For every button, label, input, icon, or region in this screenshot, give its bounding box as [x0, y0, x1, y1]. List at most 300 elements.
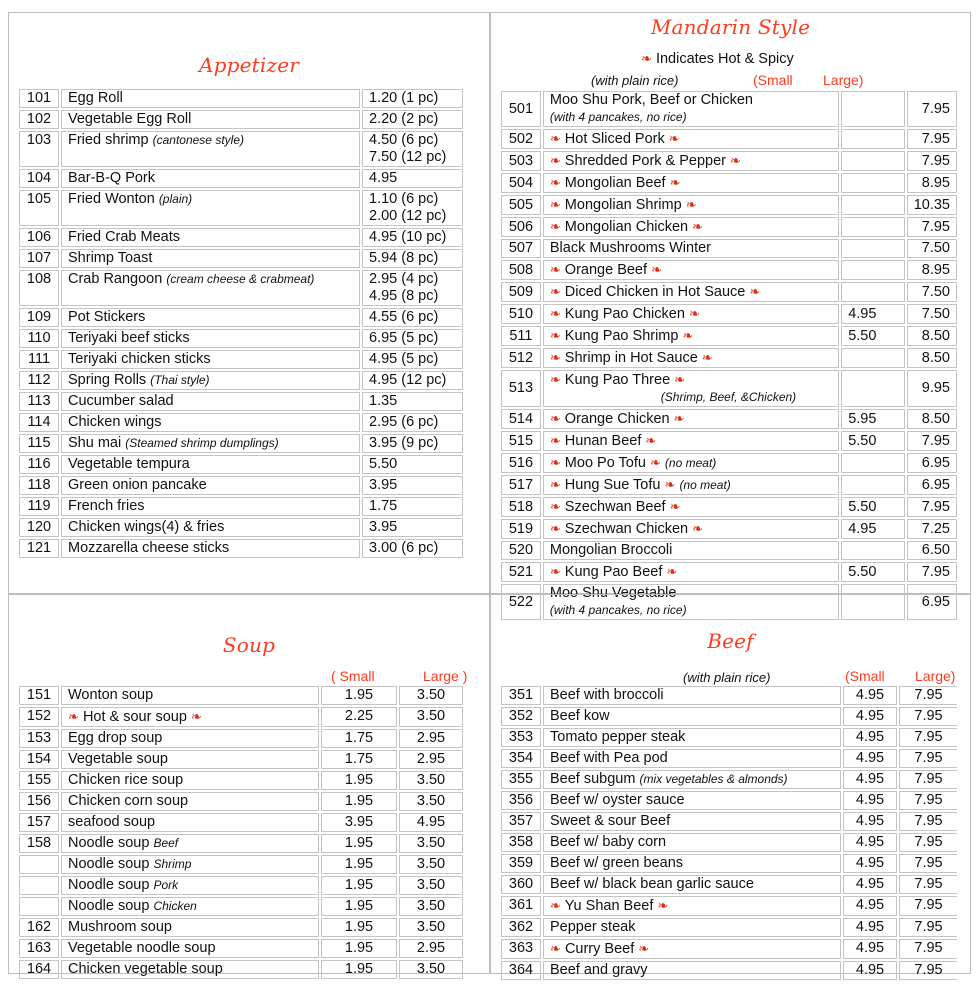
item-name-line [550, 855, 834, 872]
item-name-line [68, 961, 312, 978]
hot-pepper-icon: ❧ [549, 131, 561, 146]
item-price-cell [362, 392, 463, 411]
item-name-cell [61, 169, 360, 188]
item-name-line [550, 940, 834, 958]
small-price: 1.95 [321, 855, 397, 874]
table-row [501, 519, 957, 539]
table-row [19, 960, 463, 979]
small-price: 4.95 [843, 791, 897, 810]
large-price: 7.95 [907, 151, 957, 171]
item-name-line [550, 897, 834, 915]
item-price-cell [362, 371, 463, 390]
item-number [19, 876, 59, 895]
item-name-cell [61, 729, 319, 748]
item-name: Fried Wonton [68, 191, 155, 207]
hot-pepper-icon: ❧ [685, 197, 697, 212]
item-name: Kung Pao Chicken [564, 306, 685, 322]
small-price [841, 195, 905, 215]
item-name-line [68, 414, 353, 431]
item-number: 153 [19, 729, 59, 748]
small-price: 1.95 [321, 939, 397, 958]
item-name-cell [61, 497, 360, 516]
item-name: Szechwan Chicken [564, 521, 689, 537]
item-name-cell [543, 195, 839, 215]
item-number: 352 [501, 707, 541, 726]
small-price: 4.95 [843, 749, 897, 768]
item-name: Mongolian Shrimp [564, 197, 682, 213]
item-name: Orange Beef [564, 262, 648, 278]
small-price: 5.50 [841, 497, 905, 517]
item-name-cell [543, 749, 841, 768]
item-name: Hot Sliced Pork [564, 131, 665, 147]
item-name: Crab Rangoon [68, 271, 163, 287]
large-price: 6.95 [907, 453, 957, 473]
mandarin-table [499, 89, 959, 622]
item-name-line [550, 520, 832, 538]
table-row [501, 282, 957, 302]
soup-section [8, 594, 490, 977]
item-name-line [68, 111, 353, 128]
spicy-legend-text: Indicates Hot & Spicy [655, 51, 794, 67]
large-price: 8.95 [907, 260, 957, 280]
hot-pepper-icon: ❧ [549, 306, 561, 321]
item-number: 155 [19, 771, 59, 790]
item-number: 358 [501, 833, 541, 852]
table-row [19, 476, 463, 495]
hot-pepper-icon: ❧ [701, 350, 713, 365]
large-price: 7.95 [899, 875, 957, 894]
item-name-cell [543, 239, 839, 258]
small-price [841, 475, 905, 495]
item-name-line [550, 476, 832, 494]
item-name: Szechwan Beef [564, 499, 666, 515]
item-price: 4.95 (5 pc) [369, 351, 439, 367]
table-row [501, 770, 957, 789]
table-row [19, 707, 463, 727]
item-number: 116 [19, 455, 59, 474]
hot-pepper-icon: ❧ [549, 521, 561, 536]
hot-pepper-icon: ❧ [550, 941, 561, 956]
item-name: Chicken wings(4) & fries [68, 519, 225, 535]
item-number [19, 897, 59, 916]
small-price: 1.95 [321, 876, 397, 895]
large-price: 6.95 [907, 584, 957, 620]
item-price: 3.95 [369, 519, 398, 535]
item-name: Teriyaki beef sticks [68, 330, 190, 346]
item-name-cell [61, 960, 319, 979]
item-price-cell [362, 518, 463, 537]
item-name: Orange Chicken [564, 411, 670, 427]
item-name-line [550, 240, 832, 257]
table-row [19, 834, 463, 853]
hot-pepper-icon: ❧ [682, 328, 694, 343]
item-number: 507 [501, 239, 541, 258]
beef-table [499, 684, 959, 982]
item-name-line [550, 410, 832, 428]
item-price: 5.50 [369, 456, 398, 472]
item-name-cell [543, 91, 839, 127]
table-row [19, 855, 463, 874]
large-price: 3.50 [399, 897, 463, 916]
item-number: 162 [19, 918, 59, 937]
item-number: 516 [501, 453, 541, 473]
table-row [501, 431, 957, 451]
item-name-line [68, 477, 353, 494]
item-price: 4.50 (6 pc) [369, 132, 439, 148]
table-row [19, 897, 463, 916]
item-number: 351 [501, 686, 541, 705]
item-name-line [68, 132, 353, 149]
item-name: Beef subgum [550, 771, 636, 787]
item-name: Curry Beef [564, 941, 635, 957]
item-name-cell [543, 260, 839, 280]
large-price: 7.25 [907, 519, 957, 539]
item-price: 1.10 (6 pc) [369, 191, 439, 207]
small-price: 4.95 [843, 812, 897, 831]
hot-pepper-icon: ❧ [549, 455, 561, 470]
item-note: (with 4 pancakes, no rice) [549, 603, 687, 617]
item-number: 363 [501, 939, 541, 959]
item-name-line [550, 327, 832, 345]
item-price-cell [362, 413, 463, 432]
small-header: (Small [753, 72, 793, 88]
hot-pepper-icon: ❧ [549, 477, 561, 492]
large-price: 9.95 [907, 370, 957, 407]
hot-pepper-icon: ❧ [549, 328, 561, 343]
item-name: Moo Shu Vegetable [549, 585, 677, 601]
item-name: Noodle soup [68, 898, 150, 914]
item-price: 4.55 (6 pc) [369, 309, 439, 325]
item-number: 504 [501, 173, 541, 193]
item-note: Pork [153, 878, 179, 892]
small-price: 4.95 [843, 833, 897, 852]
item-price-cell [362, 131, 463, 167]
item-name: Bar-B-Q Pork [68, 170, 156, 186]
hot-pepper-icon: ❧ [657, 898, 669, 913]
table-row [19, 228, 463, 247]
item-name-line [550, 305, 832, 323]
item-name: Yu Shan Beef [564, 898, 654, 914]
item-name-line [68, 519, 353, 536]
item-name-cell [61, 392, 360, 411]
item-name-cell [61, 249, 360, 268]
table-row [19, 497, 463, 516]
item-name: Kung Pao Beef [564, 564, 663, 580]
item-name: Shu mai [68, 435, 122, 451]
large-price: 2.95 [399, 750, 463, 769]
item-name: Moo Po Tofu [564, 455, 646, 471]
item-name-line [68, 498, 353, 515]
small-price [841, 239, 905, 258]
small-price [841, 173, 905, 193]
small-price [841, 453, 905, 473]
item-note: (plain) [158, 192, 193, 206]
appetizer-section [8, 12, 490, 594]
item-note: (cream cheese & crabmeat) [166, 272, 315, 286]
small-price: 1.95 [321, 897, 397, 916]
small-price: 4.95 [843, 707, 897, 726]
item-name-line [550, 813, 834, 830]
item-name: Shredded Pork & Pepper [564, 153, 727, 169]
hot-pepper-icon: ❧ [688, 306, 700, 321]
table-row [501, 475, 957, 495]
large-header: Large ) [423, 668, 468, 684]
item-name: Vegetable noodle soup [68, 940, 216, 956]
table-row [19, 350, 463, 369]
item-name-line [550, 792, 834, 809]
small-price [841, 348, 905, 368]
item-number: 109 [19, 308, 59, 327]
item-note: (Steamed shrimp dumplings) [125, 436, 279, 450]
item-name-line [68, 393, 353, 410]
item-name: Egg drop soup [68, 730, 163, 746]
table-row [19, 518, 463, 537]
beef-title: Beef [707, 629, 754, 653]
item-number: 353 [501, 728, 541, 747]
small-price [841, 91, 905, 127]
item-price: 2.95 (4 pc) [369, 271, 439, 287]
hot-pepper-icon: ❧ [549, 499, 561, 514]
item-price-cell [362, 110, 463, 129]
item-name-cell [543, 562, 839, 582]
hot-pepper-icon: ❧ [692, 521, 704, 536]
table-row [19, 876, 463, 895]
item-number: 517 [501, 475, 541, 495]
item-name-line [68, 687, 312, 704]
table-row [501, 939, 957, 959]
table-row [501, 812, 957, 831]
item-name-line [68, 919, 312, 936]
item-name: Mongolian Beef [564, 175, 666, 191]
item-name: Mongolian Chicken [564, 219, 689, 235]
item-name: Beef with broccoli [550, 687, 664, 703]
table-row [501, 562, 957, 582]
small-price: 1.75 [321, 729, 397, 748]
hot-pepper-icon: ❧ [730, 153, 741, 168]
hot-pepper-icon: ❧ [549, 262, 561, 277]
item-name-cell [61, 939, 319, 958]
item-number: 102 [19, 110, 59, 129]
item-note: Shrimp [153, 857, 192, 871]
item-number: 364 [501, 961, 541, 980]
hot-pepper-icon: ❧ [549, 175, 561, 190]
item-name: Moo Shu Pork, Beef or Chicken [549, 92, 753, 108]
item-number: 164 [19, 960, 59, 979]
table-row [19, 771, 463, 790]
item-name-line [550, 542, 832, 559]
item-number: 505 [501, 195, 541, 215]
large-price: 3.50 [399, 876, 463, 895]
large-price: 7.95 [907, 91, 957, 127]
item-name: Noodle soup [68, 877, 150, 893]
item-name-cell [543, 282, 839, 302]
table-row [19, 939, 463, 958]
item-name-cell [543, 348, 839, 368]
item-name: Cucumber salad [68, 393, 174, 409]
item-name-cell [543, 326, 839, 346]
item-name-cell [61, 434, 360, 453]
table-row [501, 961, 957, 980]
item-name-line [550, 498, 832, 516]
item-price-cell [362, 434, 463, 453]
table-row [501, 833, 957, 852]
table-row [501, 728, 957, 747]
item-name-cell [61, 371, 360, 390]
item-number [19, 855, 59, 874]
table-row [501, 260, 957, 280]
item-number: 118 [19, 476, 59, 495]
item-name-cell [61, 270, 360, 306]
item-number: 510 [501, 304, 541, 324]
item-number: 156 [19, 792, 59, 811]
hot-pepper-icon: ❧ [641, 51, 652, 66]
item-number: 115 [19, 434, 59, 453]
item-number: 511 [501, 326, 541, 346]
item-name-line [550, 834, 834, 851]
item-name: Chicken wings [68, 414, 162, 430]
item-number: 105 [19, 190, 59, 226]
hot-pepper-icon: ❧ [550, 898, 561, 913]
soup-title: Soup [222, 633, 276, 657]
table-row [501, 854, 957, 873]
hot-pepper-icon: ❧ [674, 372, 686, 387]
item-name: Pepper steak [550, 919, 636, 935]
small-price: 5.95 [841, 409, 905, 429]
hot-pepper-icon: ❧ [68, 709, 79, 724]
item-price: 1.75 [369, 498, 398, 514]
hot-pepper-icon: ❧ [549, 219, 561, 234]
item-price: 1.35 [369, 393, 398, 409]
small-price: 1.95 [321, 918, 397, 937]
large-price: 6.50 [907, 541, 957, 560]
item-name-line [550, 196, 832, 214]
hot-pepper-icon: ❧ [669, 499, 681, 514]
table-row [19, 371, 463, 390]
item-price: 2.95 (6 pc) [369, 414, 439, 430]
hot-pepper-icon: ❧ [549, 197, 561, 212]
table-row [501, 749, 957, 768]
hot-pepper-icon: ❧ [749, 284, 761, 299]
item-note: (no meat) [664, 456, 717, 470]
item-name: Mozzarella cheese sticks [68, 540, 230, 556]
small-price: 1.75 [321, 750, 397, 769]
item-name: Vegetable soup [68, 751, 168, 767]
hot-pepper-icon: ❧ [669, 175, 681, 190]
small-price: 4.95 [843, 728, 897, 747]
item-name-line [68, 372, 353, 389]
item-name-cell [61, 750, 319, 769]
item-number: 157 [19, 813, 59, 832]
small-price [841, 129, 905, 149]
item-name-cell [61, 228, 360, 247]
item-name-line [68, 751, 312, 768]
item-price-cell [362, 169, 463, 188]
large-price: 3.50 [399, 855, 463, 874]
item-name-line [68, 90, 353, 107]
item-number: 119 [19, 497, 59, 516]
large-price: 8.95 [907, 173, 957, 193]
beef-section [490, 594, 971, 978]
hot-pepper-icon: ❧ [638, 941, 650, 956]
item-price-cell [362, 228, 463, 247]
large-price: 7.95 [899, 939, 957, 959]
item-number: 113 [19, 392, 59, 411]
item-note: (with 4 pancakes, no rice) [549, 110, 687, 124]
item-price-cell [362, 455, 463, 474]
with-rice-note: (with plain rice) [683, 670, 771, 685]
large-price: 7.95 [899, 812, 957, 831]
item-name-line [68, 540, 353, 557]
item-name-cell [543, 453, 839, 473]
item-number: 158 [19, 834, 59, 853]
item-name-line [68, 309, 353, 326]
table-row [19, 455, 463, 474]
item-name-line [550, 152, 832, 170]
table-row [19, 750, 463, 769]
item-name-line [68, 856, 312, 873]
item-name: Diced Chicken in Hot Sauce [564, 284, 746, 300]
item-name-cell [61, 876, 319, 895]
item-name: Hot & sour soup [82, 709, 187, 725]
item-name-cell [61, 89, 360, 108]
large-price: 7.95 [899, 749, 957, 768]
hot-pepper-icon: ❧ [549, 433, 561, 448]
large-price: 7.95 [899, 961, 957, 980]
large-price: 2.95 [399, 939, 463, 958]
item-name-cell [543, 370, 839, 407]
item-price-cell [362, 270, 463, 306]
item-name-line [68, 814, 312, 831]
table-row [501, 348, 957, 368]
table-row [501, 239, 957, 258]
item-name-line [68, 940, 312, 957]
item-price-cell [362, 476, 463, 495]
item-number: 522 [501, 584, 541, 620]
table-row [19, 792, 463, 811]
item-name: Spring Rolls [68, 372, 147, 388]
item-name: Fried shrimp [68, 132, 149, 148]
large-price: 6.95 [907, 475, 957, 495]
small-price [841, 541, 905, 560]
large-price: 8.50 [907, 326, 957, 346]
item-name-cell [61, 813, 319, 832]
item-name: Beef w/ green beans [550, 855, 684, 871]
hot-pepper-icon: ❧ [549, 372, 561, 387]
item-name-line [68, 191, 353, 208]
item-name-cell [543, 918, 841, 937]
large-price: 3.50 [399, 686, 463, 705]
large-price: 7.50 [907, 304, 957, 324]
small-price: 5.50 [841, 431, 905, 451]
item-name-cell [543, 791, 841, 810]
large-header: Large) [823, 72, 864, 88]
item-number: 362 [501, 918, 541, 937]
item-name: Chicken rice soup [68, 772, 184, 788]
table-row [501, 151, 957, 171]
item-name: Hunan Beef [564, 433, 642, 449]
item-number: 519 [501, 519, 541, 539]
item-note: (Shrimp, Beef, &Chicken) [660, 390, 797, 404]
item-name: Wonton soup [68, 687, 154, 703]
large-price: 8.50 [907, 409, 957, 429]
item-number: 101 [19, 89, 59, 108]
item-name: French fries [68, 498, 145, 514]
small-price: 4.95 [843, 939, 897, 959]
table-row [501, 304, 957, 324]
table-row [19, 329, 463, 348]
item-name-line [550, 349, 832, 367]
item-name-cell [543, 896, 841, 916]
